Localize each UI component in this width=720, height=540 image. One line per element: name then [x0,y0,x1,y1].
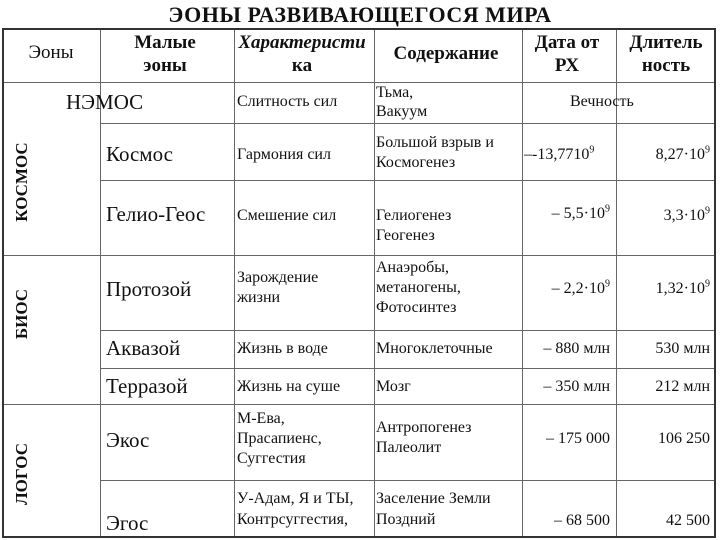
row-akvazoi-name: Аквазой [106,336,181,360]
group-kosmos-label: КОСМОС [12,142,31,222]
row-egos-date: – 68 500 [554,512,610,529]
row-ekos-duration: 106 250 [658,430,710,447]
header-duration-1: Длитель [629,32,703,53]
row-gelio-name: Гелио-Геос [106,202,206,226]
row-kosmos-name: Космос [106,142,173,166]
row-protozoi-content-1: Анаэробы, [376,259,449,276]
row-egos-duration: 42 500 [666,512,710,529]
row-gelio-content-2: Геогенез [376,227,435,244]
row-terrazoi-content: Мозг [376,378,411,395]
row-akvazoi-duration: 530 млн [655,340,710,357]
header-characteristic-1: Характеристи [238,32,366,53]
page-title: ЭОНЫ РАЗВИВАЮЩЕГОСЯ МИРА [168,2,552,27]
header-duration-2: ность [641,55,691,76]
row-neemos-name: НЭМОС [66,90,144,114]
row-terrazoi-duration: 212 млн [655,378,710,395]
row-divider [4,82,714,83]
row-ekos-date: – 175 000 [546,430,610,447]
row-terrazoi-date: – 350 млн [543,378,610,395]
row-neemos-content-2: Вакуум [376,103,428,120]
row-ekos-content-2: Палеолит [376,439,442,456]
row-akvazoi-characteristic: Жизнь в воде [237,340,328,357]
row-kosmos-duration: $8,27\cdot 10^9$ [655,144,710,163]
row-protozoi-name: Протозой [106,277,192,301]
row-divider [4,255,714,256]
row-protozoi-content-3: Фотосинтез [376,299,457,316]
row-divider [100,480,714,481]
row-egos-content-2: Поздний [376,511,436,528]
row-kosmos-characteristic: Гармония сил [237,146,331,163]
row-egos-name: Эгос [106,511,149,535]
header-small-eons-2: эоны [143,55,187,76]
row-terrazoi-characteristic: Жизнь на суше [237,378,341,395]
row-neemos-content-1: Тьма, [376,84,414,101]
row-egos-characteristic-2: Контрсуггестия, [237,511,348,528]
row-protozoi-date: – $2,2\cdot 10^9$ [551,278,610,297]
header-eons: Эоны [28,42,74,63]
row-gelio-content-1: Гелиогенез [376,207,452,224]
row-protozoi-characteristic-2: жизни [237,289,281,306]
col-divider [234,30,235,536]
row-kosmos-content-2: Космогенез [376,154,456,171]
row-kosmos-date: –-13,7710$^9$ [524,144,595,163]
row-gelio-duration: $3,3\cdot 10^9$ [663,205,710,224]
group-bios-label: БИОС [12,288,31,340]
row-egos-content-1: Заселение Земли [376,490,491,507]
row-divider [100,330,714,331]
row-protozoi-content-2: метаногены, [376,279,461,296]
group-logos-label: ЛОГОС [12,443,31,505]
row-divider [100,180,714,181]
header-content: Содержание [393,43,499,64]
row-ekos-characteristic-1: М-Ева, [237,410,285,427]
row-neemos-characteristic: Слитность сил [237,93,338,110]
row-gelio-date: – $5,5\cdot 10^9$ [551,203,610,222]
col-divider [374,30,375,536]
row-protozoi-duration: $1,32\cdot 10^9$ [655,278,710,297]
row-divider [100,368,714,369]
row-akvazoi-date: – 880 млн [543,340,610,357]
row-ekos-characteristic-2: Прасапиенс, [237,430,322,447]
header-characteristic-2: ка [291,55,313,76]
row-divider [4,404,714,405]
header-small-eons-1: Малые [134,32,196,53]
row-egos-characteristic-1: У-Адам, Я и ТЫ, [237,490,354,507]
row-gelio-characteristic: Смешение сил [237,207,337,224]
header-date-1: Дата от [534,32,600,53]
row-ekos-name: Экос [106,428,150,452]
row-neemos-span: Вечность [570,93,634,110]
row-ekos-characteristic-3: Суггестия [237,450,306,467]
row-terrazoi-name: Терразой [106,374,188,398]
row-protozoi-characteristic-1: Зарождение [237,269,319,286]
row-divider [100,123,714,124]
row-ekos-content-1: Антропогенез [376,419,472,436]
header-date-2: РХ [554,55,580,76]
row-akvazoi-content: Многоклеточные [376,340,493,357]
row-kosmos-content-1: Большой взрыв и [376,134,494,151]
